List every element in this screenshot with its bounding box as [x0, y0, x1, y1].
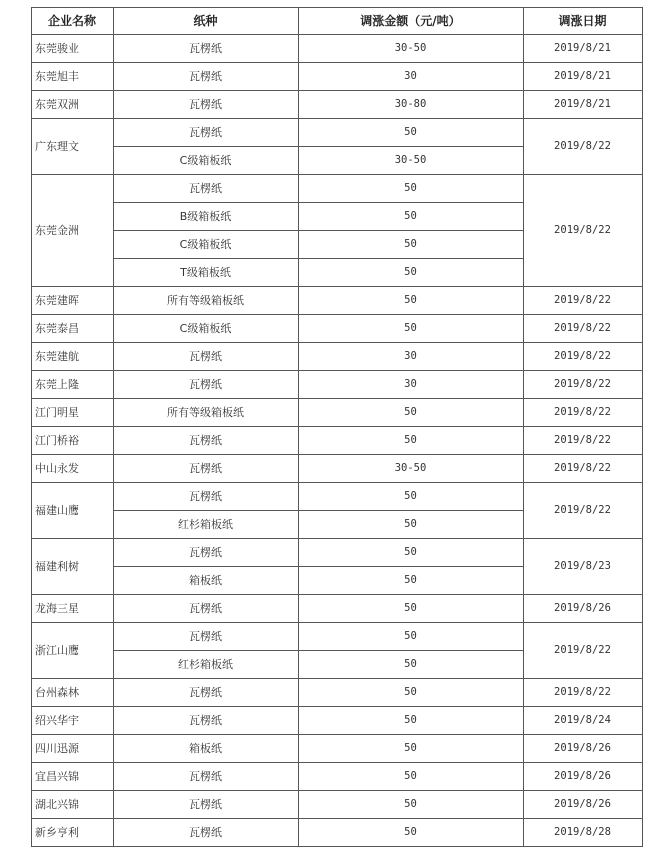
paper-type-cell: 瓦楞纸 — [189, 546, 222, 559]
row-border — [31, 118, 643, 119]
paper-type-cell: 瓦楞纸 — [189, 630, 222, 643]
adjust-amount-cell: 50 — [404, 210, 417, 222]
column-border — [298, 7, 299, 847]
row-border — [31, 454, 643, 455]
company-name-cell: 江门桥裕 — [35, 434, 79, 447]
row-border — [31, 314, 643, 315]
row-border — [31, 734, 643, 735]
adjust-amount-cell: 30 — [404, 350, 417, 362]
column-border — [642, 7, 643, 847]
paper-type-cell: 瓦楞纸 — [189, 126, 222, 139]
row-border — [31, 342, 643, 343]
adjust-amount-cell: 50 — [404, 770, 417, 782]
company-name-cell: 广东理文 — [35, 140, 79, 153]
adjust-amount-cell: 50 — [404, 434, 417, 446]
row-border — [31, 706, 643, 707]
paper-type-cell: 所有等级箱板纸 — [167, 294, 244, 307]
adjust-amount-cell: 50 — [404, 490, 417, 502]
company-name-cell: 四川迅源 — [35, 742, 79, 755]
paper-type-cell: 瓦楞纸 — [189, 714, 222, 727]
paper-type-cell: 瓦楞纸 — [189, 602, 222, 615]
row-border — [31, 762, 643, 763]
adjust-amount-cell: 50 — [404, 658, 417, 670]
adjust-amount-cell: 50 — [404, 266, 417, 278]
adjust-date-cell: 2019/8/22 — [554, 434, 611, 446]
column-header: 纸种 — [193, 14, 218, 28]
row-border — [113, 202, 524, 203]
company-name-cell: 东莞泰昌 — [35, 322, 79, 335]
adjust-date-cell: 2019/8/28 — [554, 826, 611, 838]
adjust-amount-cell: 50 — [404, 322, 417, 334]
row-border — [31, 370, 643, 371]
row-border — [31, 90, 643, 91]
paper-type-cell: 瓦楞纸 — [189, 350, 222, 363]
row-border — [31, 426, 643, 427]
adjust-date-cell: 2019/8/22 — [554, 224, 611, 236]
adjust-date-cell: 2019/8/22 — [554, 504, 611, 516]
company-name-cell: 福建山鹰 — [35, 504, 79, 517]
row-border — [113, 230, 524, 231]
paper-type-cell: 瓦楞纸 — [189, 770, 222, 783]
company-name-cell: 浙江山鹰 — [35, 644, 79, 657]
company-name-cell: 新乡亨利 — [35, 826, 79, 839]
row-border — [113, 146, 524, 147]
row-border — [31, 34, 643, 35]
column-border — [113, 7, 114, 847]
company-name-cell: 湖北兴锦 — [35, 798, 79, 811]
paper-type-cell: 瓦楞纸 — [189, 182, 222, 195]
adjust-date-cell: 2019/8/21 — [554, 70, 611, 82]
adjust-amount-cell: 50 — [404, 546, 417, 558]
adjust-amount-cell: 50 — [404, 294, 417, 306]
adjust-amount-cell: 50 — [404, 182, 417, 194]
row-border — [31, 846, 643, 847]
adjust-amount-cell: 30 — [404, 378, 417, 390]
adjust-date-cell: 2019/8/22 — [554, 140, 611, 152]
row-border — [31, 62, 643, 63]
company-name-cell: 东莞建晖 — [35, 294, 79, 307]
adjust-date-cell: 2019/8/22 — [554, 322, 611, 334]
paper-type-cell: 瓦楞纸 — [189, 798, 222, 811]
company-name-cell: 东莞骏业 — [35, 42, 79, 55]
adjust-amount-cell: 50 — [404, 574, 417, 586]
company-name-cell: 龙海三星 — [35, 602, 79, 615]
column-border — [31, 7, 32, 847]
adjust-amount-cell: 50 — [404, 406, 417, 418]
company-name-cell: 福建利树 — [35, 560, 79, 573]
paper-type-cell: 红杉箱板纸 — [178, 658, 233, 671]
row-border — [31, 790, 643, 791]
adjust-amount-cell: 30-50 — [394, 462, 427, 474]
paper-type-cell: 瓦楞纸 — [189, 686, 222, 699]
adjust-date-cell: 2019/8/22 — [554, 462, 611, 474]
company-name-cell: 东莞上隆 — [35, 378, 79, 391]
company-name-cell: 东莞金洲 — [35, 224, 79, 237]
paper-type-cell: C级箱板纸 — [179, 154, 232, 167]
paper-type-cell: 所有等级箱板纸 — [167, 406, 244, 419]
row-border — [31, 398, 643, 399]
adjust-date-cell: 2019/8/21 — [554, 42, 611, 54]
row-border — [31, 482, 643, 483]
adjust-amount-cell: 50 — [404, 126, 417, 138]
adjust-date-cell: 2019/8/26 — [554, 602, 611, 614]
paper-type-cell: C级箱板纸 — [179, 238, 232, 251]
adjust-amount-cell: 30-80 — [394, 98, 427, 110]
row-border — [31, 538, 643, 539]
paper-type-cell: 箱板纸 — [189, 742, 222, 755]
row-border — [31, 678, 643, 679]
adjust-amount-cell: 50 — [404, 742, 417, 754]
paper-type-cell: 瓦楞纸 — [189, 70, 222, 83]
row-border — [31, 622, 643, 623]
adjust-date-cell: 2019/8/22 — [554, 406, 611, 418]
paper-type-cell: 箱板纸 — [189, 574, 222, 587]
column-border — [523, 7, 524, 847]
adjust-date-cell: 2019/8/26 — [554, 742, 611, 754]
row-border — [113, 258, 524, 259]
company-name-cell: 东莞建航 — [35, 350, 79, 363]
adjust-amount-cell: 50 — [404, 826, 417, 838]
paper-type-cell: T级箱板纸 — [180, 266, 231, 279]
adjust-amount-cell: 30 — [404, 70, 417, 82]
adjust-amount-cell: 50 — [404, 238, 417, 250]
adjust-date-cell: 2019/8/22 — [554, 686, 611, 698]
row-border — [31, 594, 643, 595]
company-name-cell: 东莞旭丰 — [35, 70, 79, 83]
paper-type-cell: 瓦楞纸 — [189, 98, 222, 111]
column-header: 企业名称 — [47, 14, 96, 28]
adjust-date-cell: 2019/8/22 — [554, 350, 611, 362]
row-border — [113, 650, 524, 651]
paper-type-cell: 瓦楞纸 — [189, 434, 222, 447]
adjust-date-cell: 2019/8/23 — [554, 560, 611, 572]
row-border — [113, 566, 524, 567]
adjust-date-cell: 2019/8/24 — [554, 714, 611, 726]
company-name-cell: 中山永发 — [35, 462, 79, 475]
paper-type-cell: 红杉箱板纸 — [178, 518, 233, 531]
adjust-date-cell: 2019/8/22 — [554, 644, 611, 656]
paper-type-cell: 瓦楞纸 — [189, 42, 222, 55]
adjust-date-cell: 2019/8/22 — [554, 378, 611, 390]
adjust-amount-cell: 50 — [404, 686, 417, 698]
company-name-cell: 绍兴华宇 — [35, 714, 79, 727]
adjust-amount-cell: 30-50 — [394, 42, 427, 54]
adjust-amount-cell: 50 — [404, 714, 417, 726]
row-border — [31, 818, 643, 819]
row-border — [31, 7, 643, 8]
adjust-amount-cell: 50 — [404, 630, 417, 642]
adjust-amount-cell: 50 — [404, 602, 417, 614]
row-border — [113, 510, 524, 511]
company-name-cell: 江门明星 — [35, 406, 79, 419]
row-border — [31, 174, 643, 175]
adjust-date-cell: 2019/8/26 — [554, 770, 611, 782]
paper-type-cell: 瓦楞纸 — [189, 378, 222, 391]
adjust-amount-cell: 50 — [404, 518, 417, 530]
paper-type-cell: 瓦楞纸 — [189, 462, 222, 475]
company-name-cell: 宜昌兴锦 — [35, 770, 79, 783]
paper-type-cell: 瓦楞纸 — [189, 490, 222, 503]
adjust-date-cell: 2019/8/21 — [554, 98, 611, 110]
column-header: 调涨日期 — [558, 14, 607, 28]
company-name-cell: 东莞双洲 — [35, 98, 79, 111]
column-header: 调涨金额（元/吨） — [360, 14, 461, 28]
adjust-date-cell: 2019/8/26 — [554, 798, 611, 810]
adjust-amount-cell: 50 — [404, 798, 417, 810]
company-name-cell: 台州森林 — [35, 686, 79, 699]
adjust-date-cell: 2019/8/22 — [554, 294, 611, 306]
paper-type-cell: 瓦楞纸 — [189, 826, 222, 839]
paper-type-cell: B级箱板纸 — [179, 210, 232, 223]
adjust-amount-cell: 30-50 — [394, 154, 427, 166]
paper-type-cell: C级箱板纸 — [179, 322, 232, 335]
row-border — [31, 286, 643, 287]
